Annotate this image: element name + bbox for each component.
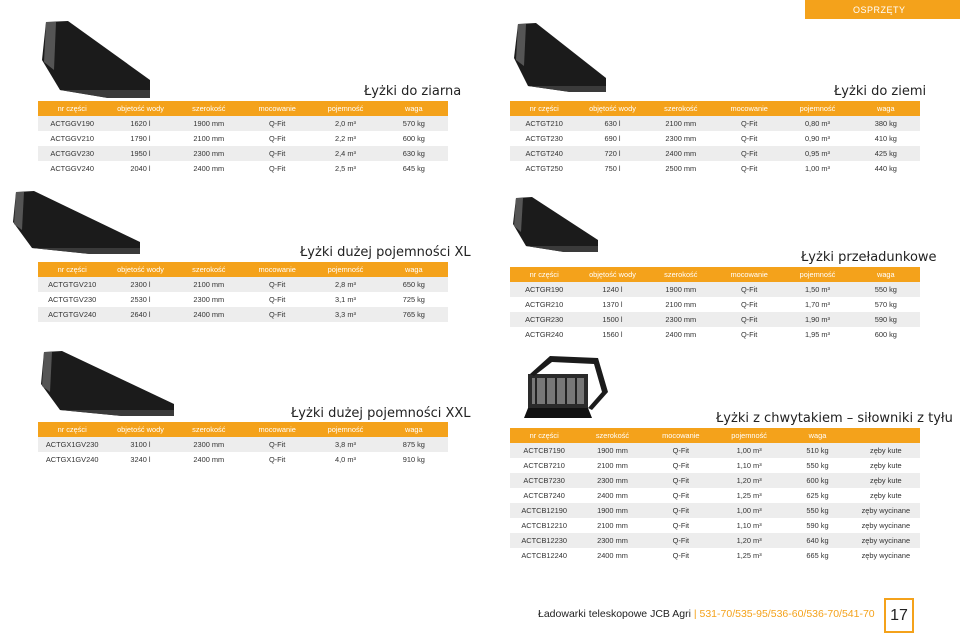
table-cell: 2400 mm [665, 330, 697, 339]
table-cell: 1,10 m³ [736, 461, 762, 470]
table-cell: 2,4 m³ [311, 146, 379, 161]
table-row [38, 277, 448, 292]
table-cell: 380 kg [852, 116, 920, 131]
table-cell: ACTGGV230 [38, 146, 106, 161]
table-cell: ACTGT230 [525, 134, 563, 143]
table-cell: Q-Fit [672, 491, 690, 500]
table-cell: 600 kg [783, 473, 851, 488]
table-cell: 1240 l [578, 282, 646, 297]
table-cell: 1,25 m³ [736, 551, 762, 560]
table-cell: 1,50 m³ [783, 282, 851, 297]
table-cell: zęby wycinane [861, 521, 911, 530]
table-cell: 550 kg [806, 461, 829, 470]
table-cell: ACTGT240 [510, 146, 578, 161]
bucket-image-ziemi [510, 22, 610, 94]
table-cell: 0,80 m³ [783, 116, 851, 131]
table-cell: ACTGT250 [525, 164, 563, 173]
table-cell: 4,0 m³ [335, 455, 356, 464]
table-chwytak [510, 428, 920, 563]
table-cell: 1620 l [106, 116, 174, 131]
table-cell: 3,3 m³ [311, 307, 379, 322]
table-cell: 2300 mm [665, 134, 697, 143]
table-cell: Q-Fit [268, 164, 286, 173]
table-cell: Q-Fit [740, 330, 758, 339]
table-cell: ACTGTGV230 [48, 295, 97, 304]
table-cell: zęby kute [870, 491, 902, 500]
table-cell: 2100 mm [647, 116, 715, 131]
table-cell: 2,5 m³ [335, 164, 356, 173]
table-cell: 2400 mm [193, 455, 225, 464]
table-cell: 690 l [604, 134, 621, 143]
title-ziarno: Łyżki do ziarna [364, 84, 462, 99]
table-row [38, 307, 448, 322]
column-header: mocowanie [715, 267, 783, 282]
table-row [510, 146, 920, 161]
table-cell: Q-Fit [243, 437, 311, 452]
table-cell: 630 l [578, 116, 646, 131]
table-cell: 600 kg [402, 134, 425, 143]
column-header: pojemność [715, 428, 783, 443]
column-header: pojemność [783, 101, 851, 116]
table-cell: 2,0 m³ [311, 116, 379, 131]
table-cell: 1,90 m³ [783, 312, 851, 327]
table-xxl [38, 422, 448, 467]
column-header: objętość wody [578, 101, 646, 116]
table-cell: Q-Fit [243, 307, 311, 322]
table-header-row [510, 428, 920, 443]
table-cell: 650 kg [380, 277, 448, 292]
table-row [510, 161, 920, 176]
table-row [510, 533, 920, 548]
column-header: waga [380, 262, 448, 277]
table-row [510, 116, 920, 131]
column-header: mocowanie [243, 422, 311, 437]
table-cell: Q-Fit [672, 461, 690, 470]
table-header-row [38, 101, 448, 116]
table-cell: zęby kute [852, 473, 920, 488]
table-cell: 1900 mm [578, 503, 646, 518]
column-header: nr części [510, 267, 578, 282]
table-cell: 2300 l [106, 277, 174, 292]
column-header: szerokość [578, 428, 646, 443]
table-cell: 630 kg [380, 146, 448, 161]
table-cell: 1,25 m³ [736, 491, 762, 500]
table-cell: Q-Fit [647, 533, 715, 548]
table-cell: 1370 l [602, 300, 623, 309]
table-cell: 2640 l [106, 307, 174, 322]
column-header: mocowanie [715, 101, 783, 116]
table-cell: 1,70 m³ [804, 300, 830, 309]
section-badge: OSPRZĘTY [805, 0, 960, 19]
table-cell: zęby wycinane [861, 551, 911, 560]
table-cell: 645 kg [402, 164, 425, 173]
table-przeladunkowe [510, 267, 920, 342]
table-cell: 1,00 m³ [804, 164, 830, 173]
table-row [510, 548, 920, 563]
table-row [38, 437, 448, 452]
table-cell: 510 kg [783, 443, 851, 458]
table-cell: ACTCB7230 [510, 473, 578, 488]
table-cell: ACTGGV210 [50, 134, 94, 143]
table-cell: ACTCB7240 [523, 491, 565, 500]
table-cell: 725 kg [402, 295, 425, 304]
table-row [510, 443, 920, 458]
table-cell: 1,95 m³ [804, 330, 830, 339]
table-cell: ACTGGV240 [50, 164, 94, 173]
column-header: szerokość [647, 101, 715, 116]
table-cell: 3240 l [130, 455, 151, 464]
table-cell: 2400 mm [193, 164, 225, 173]
table-cell: 570 kg [380, 116, 448, 131]
table-xl [38, 262, 448, 322]
table-row [38, 452, 448, 467]
table-cell: 875 kg [380, 437, 448, 452]
table-cell: 2300 mm [647, 312, 715, 327]
table-cell: ACTCB12190 [510, 503, 578, 518]
table-cell: 1,20 m³ [715, 473, 783, 488]
table-row [510, 312, 920, 327]
table-cell: 1,10 m³ [736, 521, 762, 530]
column-header: waga [852, 267, 920, 282]
table-cell: 1,00 m³ [715, 443, 783, 458]
column-header: pojemność [311, 262, 379, 277]
table-cell: 2400 mm [175, 307, 243, 322]
table-cell: Q-Fit [715, 146, 783, 161]
table-cell: ACTGX1GV240 [45, 455, 99, 464]
table-cell: 600 kg [874, 330, 897, 339]
table-cell: ACTGTGV210 [38, 277, 106, 292]
table-cell: 590 kg [852, 312, 920, 327]
table-cell: ACTGT210 [510, 116, 578, 131]
table-row [510, 473, 920, 488]
column-header: objetość wody [106, 422, 174, 437]
table-cell: 570 kg [874, 300, 897, 309]
table-cell: 3,1 m³ [335, 295, 356, 304]
column-header: szerokość [647, 267, 715, 282]
table-cell: Q-Fit [740, 134, 758, 143]
column-header [852, 428, 920, 443]
table-cell: Q-Fit [243, 277, 311, 292]
table-row [38, 116, 448, 131]
table-cell: 3,8 m³ [311, 437, 379, 452]
table-cell: Q-Fit [268, 455, 286, 464]
page-number: 17 [884, 598, 914, 633]
table-cell: zęby wycinane [852, 533, 920, 548]
table-cell: 640 kg [783, 533, 851, 548]
table-cell: Q-Fit [715, 116, 783, 131]
column-header: nr części [38, 101, 106, 116]
title-xxl: Łyżki dużej pojemności XXL [291, 406, 471, 421]
column-header: mocowanie [243, 101, 311, 116]
table-cell: ACTGR210 [525, 300, 564, 309]
table-cell: zęby kute [852, 443, 920, 458]
table-cell: Q-Fit [243, 116, 311, 131]
column-header: szerokość [175, 422, 243, 437]
table-row [510, 131, 920, 146]
table-row [38, 131, 448, 146]
table-cell: 2100 mm [175, 277, 243, 292]
table-cell: ACTCB7210 [523, 461, 565, 470]
table-cell: ACTGR240 [525, 330, 564, 339]
table-cell: 750 l [604, 164, 621, 173]
title-chwytak: Łyżki z chwytakiem – siłowniki z tyłu [716, 411, 953, 426]
table-cell: ACTGX1GV230 [38, 437, 106, 452]
table-cell: 1950 l [106, 146, 174, 161]
column-header: mocowanie [647, 428, 715, 443]
table-header-row [38, 422, 448, 437]
table-cell: Q-Fit [647, 503, 715, 518]
table-cell: 2,2 m³ [335, 134, 356, 143]
table-cell: 1,00 m³ [715, 503, 783, 518]
column-header: waga [852, 101, 920, 116]
table-cell: 2,8 m³ [311, 277, 379, 292]
table-cell: 2300 mm [578, 533, 646, 548]
table-cell: 720 l [578, 146, 646, 161]
table-row [38, 292, 448, 307]
table-cell: 1500 l [578, 312, 646, 327]
column-header: nr części [38, 262, 106, 277]
column-header: nr części [38, 422, 106, 437]
table-cell: 2400 mm [597, 491, 628, 500]
table-cell: ACTCB12210 [521, 521, 567, 530]
table-cell: 2100 mm [597, 461, 628, 470]
table-cell: Q-Fit [740, 300, 758, 309]
table-cell: 2400 mm [597, 551, 628, 560]
table-cell: Q-Fit [672, 551, 690, 560]
table-cell: ACTCB7190 [510, 443, 578, 458]
table-cell: ACTGTGV240 [38, 307, 106, 322]
table-cell: 665 kg [806, 551, 829, 560]
table-cell: Q-Fit [672, 521, 690, 530]
table-cell: 1900 mm [578, 443, 646, 458]
table-cell: zęby kute [870, 461, 902, 470]
table-cell: 2400 mm [647, 146, 715, 161]
table-cell: 0,95 m³ [783, 146, 851, 161]
table-cell: Q-Fit [740, 164, 758, 173]
column-header: waga [380, 101, 448, 116]
table-cell: 2300 mm [578, 473, 646, 488]
table-cell: 1560 l [602, 330, 623, 339]
table-cell: 550 kg [783, 503, 851, 518]
table-cell: 0,90 m³ [804, 134, 830, 143]
table-header-row [510, 267, 920, 282]
table-row [510, 503, 920, 518]
table-cell: ACTCB12230 [510, 533, 578, 548]
table-cell: 1790 l [130, 134, 151, 143]
table-cell: 910 kg [402, 455, 425, 464]
table-cell: zęby wycinane [852, 503, 920, 518]
column-header: pojemność [311, 101, 379, 116]
table-header-row [38, 262, 448, 277]
column-header: nr części [510, 428, 578, 443]
footer [538, 608, 875, 620]
table-cell: Q-Fit [647, 443, 715, 458]
column-header: nr części [510, 101, 578, 116]
table-cell: Q-Fit [243, 146, 311, 161]
table-header-row [510, 101, 920, 116]
table-cell: 440 kg [874, 164, 897, 173]
column-header: objętość wody [578, 267, 646, 282]
column-header: objetość wody [106, 101, 174, 116]
table-row [510, 297, 920, 312]
footer-text: Ładowarki teleskopowe JCB Agri [538, 608, 691, 620]
table-cell: 2040 l [130, 164, 151, 173]
bucket-image-ziarno [38, 20, 156, 100]
table-cell: 2300 mm [175, 146, 243, 161]
table-cell: 1900 mm [175, 116, 243, 131]
bucket-image-xl [10, 190, 145, 256]
column-header: szerokość [175, 101, 243, 116]
table-row [510, 518, 920, 533]
table-cell: Q-Fit [647, 473, 715, 488]
table-cell: 2100 mm [193, 134, 225, 143]
column-header: mocowanie [243, 262, 311, 277]
table-cell: 2500 mm [665, 164, 697, 173]
column-header: szerokość [175, 262, 243, 277]
table-cell: ACTGGV190 [38, 116, 106, 131]
table-cell: 1900 mm [647, 282, 715, 297]
table-row [38, 146, 448, 161]
table-cell: Q-Fit [268, 134, 286, 143]
table-cell: 1,20 m³ [715, 533, 783, 548]
table-row [510, 327, 920, 342]
grab-bucket-image [520, 352, 612, 422]
table-cell: 2100 mm [665, 300, 697, 309]
table-cell: 2300 mm [193, 295, 225, 304]
table-cell: 425 kg [852, 146, 920, 161]
column-header: waga [380, 422, 448, 437]
table-cell: Q-Fit [715, 312, 783, 327]
table-cell: 550 kg [852, 282, 920, 297]
table-ziemi [510, 101, 920, 176]
table-cell: 765 kg [380, 307, 448, 322]
table-cell: 590 kg [806, 521, 829, 530]
table-cell: ACTGR190 [510, 282, 578, 297]
table-ziarno [38, 101, 448, 176]
table-cell: 2530 l [130, 295, 151, 304]
table-cell: ACTGR230 [510, 312, 578, 327]
title-ziemi: Łyżki do ziemi [834, 84, 927, 99]
column-header: waga [783, 428, 851, 443]
table-row [510, 458, 920, 473]
table-cell: 2100 mm [597, 521, 628, 530]
table-cell: 625 kg [806, 491, 829, 500]
column-header: objetość wody [106, 262, 174, 277]
table-cell: 3100 l [106, 437, 174, 452]
table-cell: Q-Fit [268, 295, 286, 304]
table-cell: 410 kg [874, 134, 897, 143]
footer-separator: | [693, 608, 697, 620]
table-cell: 2300 mm [175, 437, 243, 452]
table-cell: Q-Fit [715, 282, 783, 297]
bucket-image-przeladunkowe [510, 196, 602, 254]
table-row [510, 488, 920, 503]
title-xl: Łyżki dużej pojemności XL [300, 245, 471, 260]
table-row [510, 282, 920, 297]
table-row [38, 161, 448, 176]
bucket-image-xxl [38, 350, 178, 418]
footer-models: 531-70/535-95/536-60/536-70/541-70 [699, 608, 875, 620]
column-header: pojemność [311, 422, 379, 437]
title-przeladunkowe: Łyżki przeładunkowe [801, 250, 937, 265]
column-header: pojemność [783, 267, 851, 282]
table-cell: ACTCB12240 [521, 551, 567, 560]
